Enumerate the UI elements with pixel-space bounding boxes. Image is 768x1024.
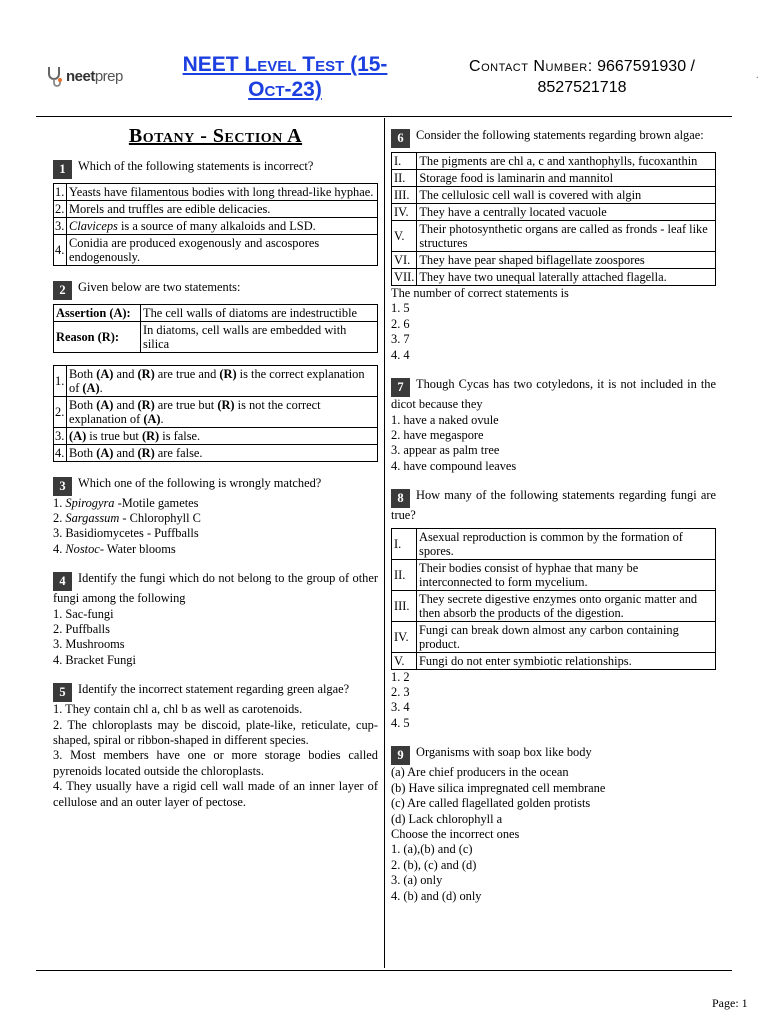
list-item: 1. Spirogyra -Motile gametes — [53, 495, 199, 510]
question-7: 7 Though Cycas has two cotyledons, it is not included in the dicot because they 1. have a naked ovule 2. have megaspore 3. appear as palm tree 4. have compound leaves — [391, 377, 716, 473]
table-row: V. Their photosynthetic organs are called as fronds - leaf like structures — [392, 221, 716, 252]
footer-divider — [36, 970, 732, 971]
list-item: 4. (b) and (d) only — [391, 888, 482, 903]
list-item: 2. (b), (c) and (d) — [391, 857, 477, 872]
list-item: 3. Most members have one or more storage bodies called pyrenoids located outside the chloroplasts. — [53, 748, 378, 778]
test-title[interactable]: NEET Level Test (15- Oct-23) — [182, 53, 388, 101]
question-5: 5 Identify the incorrect statement regarding green algae? 1. They contain chl a, chl b as well as carotenoids. 2. The chloroplasts may be discoid, plate-like, reticulate, cup-shaped, spiral or ribbon-shaped in different species. 3. Most members have one or more storage bodies called pyrenoids located outside the chloroplasts. 4. They usually have a rigid cell wall made of an inner layer of cellulose and an outer layer of pectose. — [53, 682, 378, 809]
list-item: 2. Puffballs — [53, 622, 110, 637]
list-item: Choose the incorrect ones — [391, 826, 520, 841]
question-6: 6 Consider the following statements regarding brown algae: I. The pigments are chl a, c and xanthophylls, fucoxanthin II. Storage food is laminarin and mannitol III. The cellulosic cell wall is covered with algin IV. They have a centrally located vacuole V. Their photosynthetic organs are called as fronds - leaf like structures VI. They have pear shaped biflagellate zoospores VII. They have two unequal laterally attached flagella. The number of correct statements is 1. 5 2. 6 3. 7 4. 4 — [391, 128, 716, 363]
table-row: 1. Both (A) and (R) are true and (R) is the correct explanation of (A). — [54, 365, 378, 396]
table-row: IV. They have a centrally located vacuole — [392, 204, 716, 221]
table-row: Reason (R): In diatoms, cell walls are embedded with silica — [54, 321, 378, 352]
table-row: 2. Morels and truffles are edible delicacies. — [54, 200, 378, 217]
left-column — [53, 125, 378, 820]
table-row: IV. Fungi can break down almost any carbon containing product. — [392, 621, 716, 652]
table-row: VI. They have pear shaped biflagellate zoospores — [392, 252, 716, 269]
page-header — [0, 0, 768, 115]
q1-options-table — [53, 183, 378, 266]
list-item: 1. Sac-fungi — [53, 606, 114, 621]
list-item: 2. have megaspore — [391, 427, 484, 442]
q6-statements-table — [391, 152, 716, 286]
list-item: 1. have a naked ovule — [391, 412, 499, 427]
q8-statements-table — [391, 528, 716, 670]
table-row: 1. Yeasts have filamentous bodies with long thread-like hyphae. — [54, 183, 378, 200]
contact-info: Contact Number: 9667591930 / 8527521718 — [469, 58, 695, 96]
list-item: 2. Sargassum - Chlorophyll C — [53, 510, 201, 525]
list-item: 2. The chloroplasts may be discoid, plate-like, reticulate, cup-shaped, spiral or ribbon-shaped in different species. — [53, 717, 378, 748]
list-item: (a) Are chief producers in the ocean — [391, 765, 569, 780]
right-column — [391, 128, 716, 914]
decorative-dot: . — [756, 70, 759, 81]
question-number: 2 — [53, 281, 72, 300]
stethoscope-icon — [44, 64, 64, 88]
list-item: (b) Have silica impregnated cell membrane — [391, 780, 606, 795]
list-item: 3. 7 — [391, 332, 410, 347]
table-row: III. The cellulosic cell wall is covered with algin — [392, 187, 716, 204]
question-number: 7 — [391, 378, 410, 397]
list-item: 3. 4 — [391, 700, 410, 715]
table-row: Assertion (A): The cell walls of diatoms are indestructible — [54, 304, 378, 321]
table-row: 2. Both (A) and (R) are true but (R) is not the correct explanation of (A). — [54, 396, 378, 427]
question-number: 3 — [53, 477, 72, 496]
list-item: 3. Basidiomycetes - Puffballs — [53, 526, 199, 541]
question-number: 9 — [391, 746, 410, 765]
table-row: VII. They have two unequal laterally attached flagella. — [392, 269, 716, 286]
list-item: 3. (a) only — [391, 873, 443, 888]
question-number: 1 — [53, 160, 72, 179]
q2-statements-table — [53, 304, 378, 353]
list-item: 1. 5 — [391, 301, 410, 316]
table-row: II. Storage food is laminarin and mannitol — [392, 170, 716, 187]
q2-options-table — [53, 365, 378, 462]
question-number: 6 — [391, 129, 410, 148]
list-item: (c) Are called flagellated golden protists — [391, 796, 591, 811]
question-9: 9 Organisms with soap box like body (a) Are chief producers in the ocean (b) Have silica impregnated cell membrane (c) Are called flagellated golden protists (d) Lack chlorophyll a Choose the incorrect ones 1. (a),(b) and (c) 2. (b), (c) and (d) 3. (a) only 4. (b) and (d) only — [391, 745, 716, 904]
list-item: 1. (a),(b) and (c) — [391, 842, 473, 857]
list-item: 4. have compound leaves — [391, 458, 517, 473]
table-row: II. Their bodies consist of hyphae that many be interconnected to form mycelium. — [392, 559, 716, 590]
table-row: I. Asexual reproduction is common by the formation of spores. — [392, 528, 716, 559]
table-row: 3. Claviceps is a source of many alkaloids and LSD. — [54, 217, 378, 234]
question-2: 2 Given below are two statements: Assertion (A): The cell walls of diatoms are indestructible Reason (R): In diatoms, cell walls are embedded with silica 1. Both (A) and (R) are true and (R) is the correct explanation of (A). 2. Both (A) and (R) are true but (R) is not the correct explanation of (A). 3. (A) is true but (R) is false. 4. Both (A) and (R) are false. — [53, 280, 378, 462]
list-item: 3. Mushrooms — [53, 637, 125, 652]
list-item: 4. They usually have a rigid cell wall made of an inner layer of cellulose and an outer layer of pectose. — [53, 779, 378, 809]
question-8: 8 How many of the following statements regarding fungi are true? I. Asexual reproduction is common by the formation of spores. II. Their bodies consist of hyphae that many be interconnected to form mycelium. III. They secrete digestive enzymes onto organic matter and then absorb the products of the digestion. IV. Fungi can break down almost any carbon containing product. V. Fungi do not enter symbiotic relationships. 1. 2 2. 3 3. 4 4. 5 — [391, 488, 716, 730]
list-item: 4. Bracket Fungi — [53, 652, 136, 667]
list-item: 1. 2 — [391, 669, 410, 684]
list-item: 4. 5 — [391, 715, 410, 730]
question-number: 8 — [391, 489, 410, 508]
column-divider — [384, 118, 385, 968]
question-3: 3 Which one of the following is wrongly matched? 1. Spirogyra -Motile gametes 2. Sargassum - Chlorophyll C 3. Basidiomycetes - Puffballs 4. Nostoc- Water blooms — [53, 476, 378, 558]
table-row: 3. (A) is true but (R) is false. — [54, 427, 378, 444]
list-item: 4. 4 — [391, 347, 410, 362]
table-row: 4. Both (A) and (R) are false. — [54, 444, 378, 461]
question-number: 5 — [53, 683, 72, 702]
table-row: III. They secrete digestive enzymes onto organic matter and then absorb the products of the digestion. — [392, 590, 716, 621]
list-item: 2. 3 — [391, 685, 410, 700]
question-1: 1 Which of the following statements is incorrect? 1. Yeasts have filamentous bodies with long thread-like hyphae. 2. Morels and truffles are edible delicacies. 3. Claviceps is a source of many alkaloids and LSD. 4. Conidia are produced exogenously and ascospores endogenously. — [53, 159, 378, 266]
list-item: 3. appear as palm tree — [391, 443, 500, 458]
list-item: 4. Nostoc- Water blooms — [53, 541, 176, 556]
table-row: 4. Conidia are produced exogenously and ascospores endogenously. — [54, 234, 378, 265]
section-title: Botany - Section A — [128, 125, 303, 147]
neetprep-logo[interactable]: neetprep — [44, 64, 123, 88]
list-item: (d) Lack chlorophyll a — [391, 811, 503, 826]
list-item: 2. 6 — [391, 316, 410, 331]
header-divider — [36, 116, 732, 117]
page-number: Page: 1 — [712, 996, 748, 1010]
question-number: 4 — [53, 572, 72, 591]
list-item: 1. They contain chl a, chl b as well as carotenoids. — [53, 702, 303, 717]
table-row: V. Fungi do not enter symbiotic relationships. — [392, 652, 716, 669]
table-row: I. The pigments are chl a, c and xanthophylls, fucoxanthin — [392, 153, 716, 170]
question-4: 4 Identify the fungi which do not belong to the group of other fungi among the following 1. Sac-fungi 2. Puffballs 3. Mushrooms 4. Bracket Fungi — [53, 571, 378, 667]
